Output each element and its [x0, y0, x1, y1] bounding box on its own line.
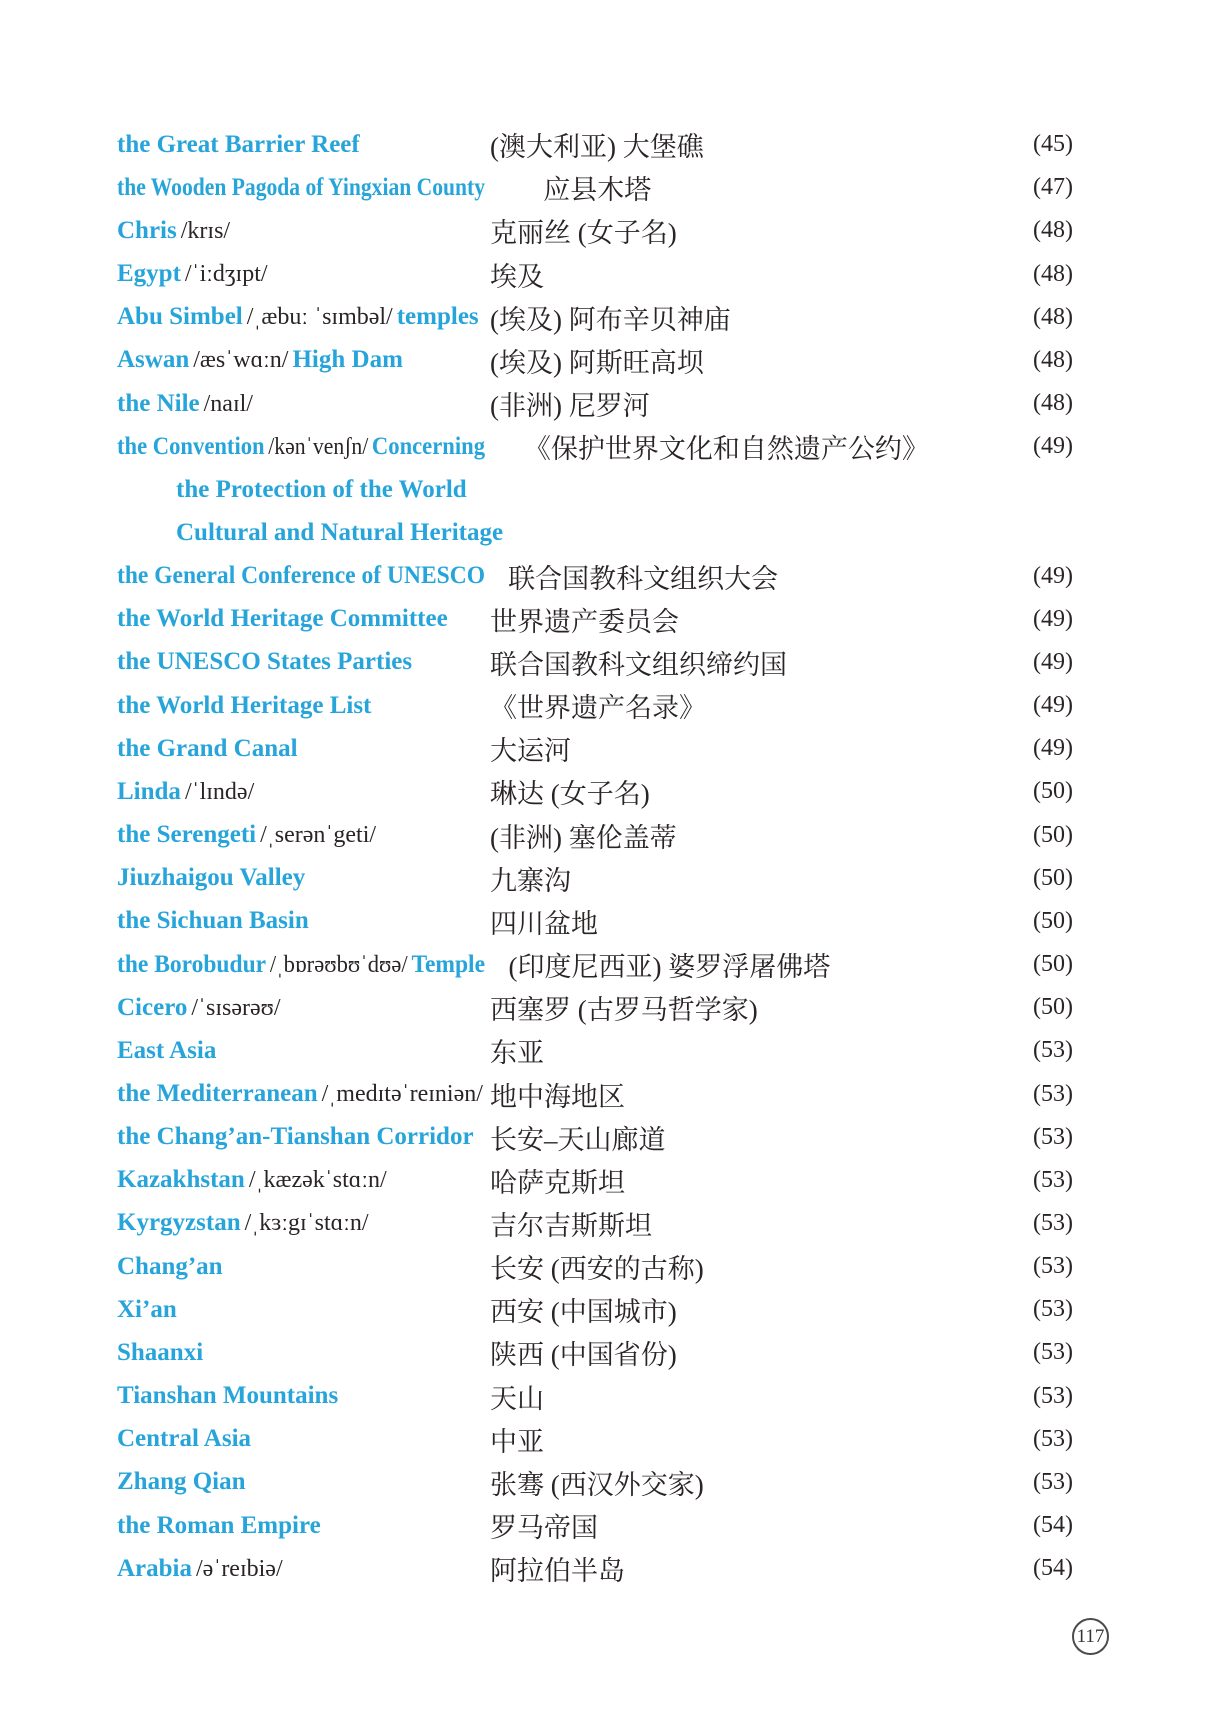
term-text: the World Heritage List [117, 691, 372, 719]
english-term-cell [117, 390, 490, 418]
vocab-row [117, 900, 1073, 943]
chinese-translation: 九寨沟 [490, 865, 571, 896]
english-term-cell [117, 260, 490, 288]
chinese-translation: 陕西 (中国省份) [490, 1340, 677, 1371]
english-term-cell [117, 217, 490, 245]
phonetic-transcription: /əˈreɪbiə/ [196, 1555, 283, 1582]
chinese-translation: 张骞 (西汉外交家) [490, 1469, 704, 1500]
term-text: the Protection of the World [176, 475, 467, 503]
phonetic-transcription: /ˌkɜːgɪˈstɑːn/ [244, 1210, 369, 1237]
page-reference: (53) [1033, 1080, 1073, 1107]
term-text: Kyrgyzstan [117, 1209, 241, 1237]
english-term-cell [117, 864, 490, 892]
term-text: Concerning [371, 432, 485, 460]
vocab-row [117, 123, 1073, 166]
chinese-translation: (澳大利亚) 大堡礁 [490, 132, 704, 163]
english-term-line [117, 692, 371, 720]
vocab-row [117, 1547, 1073, 1590]
page-reference: (54) [1033, 1512, 1073, 1539]
english-term-line [117, 1468, 246, 1496]
english-term-cell [117, 1253, 490, 1281]
vocab-row [117, 814, 1073, 857]
english-term-cell [117, 1512, 490, 1540]
page-reference: (53) [1033, 1166, 1073, 1193]
term-text: the General Conference of UNESCO [117, 562, 485, 590]
term-text: Shaanxi [117, 1338, 204, 1366]
page-reference: (53) [1033, 1123, 1073, 1150]
term-text: East Asia [117, 1036, 217, 1064]
english-term-line [176, 519, 503, 547]
chinese-translation: (埃及) 阿斯旺高坝 [490, 347, 704, 378]
english-term-cell [117, 174, 543, 202]
phonetic-transcription: /ˈiːdʒɪpt/ [184, 261, 268, 288]
chinese-translation: 世界遗产委员会 [490, 606, 679, 637]
term-text: Egypt [117, 260, 181, 288]
english-term-cell [117, 519, 503, 547]
term-text: the World Heritage Committee [117, 605, 448, 633]
term-text: temples [396, 303, 479, 331]
chinese-translation: 罗马帝国 [490, 1513, 598, 1544]
english-term-line [117, 1209, 369, 1237]
chinese-translation: 琳达 (女子名) [490, 779, 650, 810]
english-term-line [117, 1166, 387, 1194]
english-term-cell [117, 1296, 490, 1324]
phonetic-transcription: /ˌmedɪtəˈreɪniən/ [321, 1081, 483, 1108]
page-reference: (48) [1033, 303, 1073, 330]
page-number-badge [1072, 1618, 1109, 1655]
page-reference: (49) [1033, 605, 1073, 632]
term-text: the Borobudur [117, 950, 267, 978]
english-term-line [117, 735, 298, 763]
chinese-translation: 天山 [490, 1383, 544, 1414]
page-reference: (54) [1033, 1555, 1073, 1582]
term-text: Tianshan Mountains [117, 1382, 339, 1410]
english-term-cell [117, 1382, 490, 1410]
page-reference: (53) [1033, 1037, 1073, 1064]
page-reference: (53) [1033, 1382, 1073, 1409]
english-term-line [117, 562, 485, 590]
english-term-cell [117, 1123, 490, 1151]
english-term-cell [117, 778, 490, 806]
vocab-row [117, 1029, 1073, 1072]
term-text: Central Asia [117, 1425, 252, 1453]
page-reference: (50) [1033, 994, 1073, 1021]
phonetic-transcription: /æsˈwɑːn/ [193, 347, 289, 374]
chinese-translation: 四川盆地 [490, 908, 598, 939]
page-reference: (50) [1033, 907, 1073, 934]
english-term-cell [117, 907, 490, 935]
phonetic-transcription: /naɪl/ [203, 390, 253, 417]
page-reference: (50) [1033, 864, 1073, 891]
english-term-cell [117, 1339, 490, 1367]
english-term-cell [117, 433, 524, 461]
chinese-translation: 《保护世界文化和自然遗产公约》 [523, 434, 929, 465]
english-term-cell [117, 821, 490, 849]
page-reference: (49) [1033, 735, 1073, 762]
vocab-row [117, 857, 1073, 900]
term-text: Abu Simbel [117, 303, 243, 331]
vocab-row [117, 252, 1073, 295]
vocab-row [117, 296, 1073, 339]
page-reference: (53) [1033, 1425, 1073, 1452]
english-term-line [117, 433, 485, 461]
vocabulary-list [117, 123, 1073, 1590]
english-term-cell [117, 1080, 490, 1108]
english-term-cell [117, 951, 509, 979]
term-text: Linda [117, 777, 181, 805]
english-term-cell [117, 1425, 490, 1453]
vocab-row [117, 1504, 1073, 1547]
vocab-row [117, 1159, 1073, 1202]
chinese-translation: 大运河 [490, 736, 571, 767]
vocab-row [117, 209, 1073, 252]
page-reference: (49) [1033, 692, 1073, 719]
term-text: Jiuzhaigou Valley [117, 864, 306, 892]
chinese-translation: 哈萨克斯坦 [490, 1167, 625, 1198]
page-reference: (48) [1033, 390, 1073, 417]
english-term-line [117, 1425, 251, 1453]
chinese-translation: 应县木塔 [543, 175, 652, 206]
chinese-translation: 克丽丝 (女子名) [490, 218, 677, 249]
page-reference: (53) [1033, 1296, 1073, 1323]
english-term-cell [117, 303, 490, 331]
english-term-line [117, 1123, 474, 1151]
english-term-cell [117, 605, 490, 633]
vocab-row [117, 1331, 1073, 1374]
chinese-translation: 长安 (西安的古称) [490, 1254, 704, 1285]
chinese-translation: 东亚 [490, 1038, 544, 1069]
english-term-line [117, 1555, 283, 1583]
english-term-cell [117, 1037, 490, 1065]
english-term-line [117, 346, 403, 374]
term-text: the Serengeti [117, 821, 257, 849]
term-text: Xi’an [117, 1295, 177, 1323]
english-term-line [117, 174, 485, 202]
page-reference: (48) [1033, 346, 1073, 373]
vocab-row [117, 770, 1073, 813]
vocab-row [117, 339, 1073, 382]
vocab-row [117, 684, 1073, 727]
term-text: the Sichuan Basin [117, 907, 309, 935]
chinese-translation: (非洲) 塞伦盖蒂 [490, 822, 677, 853]
phonetic-transcription: /kənˈvenʃn/ [268, 433, 369, 460]
term-text: Cicero [117, 993, 188, 1021]
phonetic-transcription: /ˌbɒrəʊbʊˈdʊə/ [269, 951, 408, 978]
term-text: the Convention [117, 432, 265, 460]
vocab-row [117, 1375, 1073, 1418]
chinese-translation: 联合国教科文组织大会 [508, 563, 779, 594]
page-reference: (53) [1033, 1253, 1073, 1280]
vocab-row [117, 555, 1073, 598]
page-reference: (47) [1033, 174, 1073, 201]
english-term-line [117, 778, 254, 806]
page-reference: (45) [1033, 131, 1073, 158]
phonetic-transcription: /ˌkæzəkˈstɑːn/ [248, 1167, 387, 1194]
vocab-row [117, 1418, 1073, 1461]
english-term-line [117, 864, 305, 892]
english-term-cell [117, 1555, 490, 1583]
vocab-row [117, 1202, 1073, 1245]
english-term-line [117, 303, 479, 331]
term-text: the Chang’an-Tianshan Corridor [117, 1123, 474, 1151]
english-term-cell [117, 562, 508, 590]
english-term-line [117, 1382, 338, 1410]
chinese-translation: 西塞罗 (古罗马哲学家) [490, 995, 758, 1026]
english-term-line [117, 1512, 321, 1540]
vocab-row [117, 641, 1073, 684]
page-reference: (53) [1033, 1209, 1073, 1236]
page-reference: (50) [1033, 778, 1073, 805]
phonetic-transcription: /ˈsɪsərəʊ/ [191, 994, 281, 1021]
chinese-translation: 西安 (中国城市) [490, 1297, 677, 1328]
phonetic-transcription: /ˈlɪndə/ [184, 778, 255, 805]
english-term-cell [117, 346, 490, 374]
english-term-cell [117, 648, 490, 676]
vocab-row [117, 1461, 1073, 1504]
english-term-cell [117, 131, 490, 159]
vocab-row [117, 1072, 1073, 1115]
vocab-row [117, 1116, 1073, 1159]
chinese-translation: 长安–天山廊道 [490, 1124, 666, 1155]
english-term-line [176, 476, 467, 504]
english-term-line [117, 131, 360, 159]
term-text: Arabia [117, 1554, 192, 1582]
vocab-row [117, 986, 1073, 1029]
term-text: High Dam [292, 346, 403, 374]
term-text: Chris [117, 216, 177, 244]
english-term-line [117, 390, 253, 418]
chinese-translation: 中亚 [490, 1426, 544, 1457]
page-reference: (50) [1033, 951, 1073, 978]
chinese-translation: 联合国教科文组织缔约国 [490, 649, 787, 680]
page-reference: (49) [1033, 433, 1073, 460]
page-reference: (48) [1033, 260, 1073, 287]
chinese-translation: 《世界遗产名录》 [490, 693, 706, 724]
chinese-translation: 埃及 [490, 261, 544, 292]
term-text: the Great Barrier Reef [117, 130, 360, 158]
english-term-cell [117, 476, 490, 504]
term-text: Kazakhstan [117, 1166, 245, 1194]
vocab-row [117, 727, 1073, 770]
chinese-translation: (埃及) 阿布辛贝神庙 [490, 304, 731, 335]
term-text: the Roman Empire [117, 1511, 321, 1539]
english-term-line [117, 605, 448, 633]
vocab-row [117, 598, 1073, 641]
page-reference: (49) [1033, 648, 1073, 675]
english-term-cell [117, 1166, 490, 1194]
english-term-line [117, 1037, 216, 1065]
vocab-row [117, 166, 1073, 209]
term-text: the Wooden Pagoda of Yingxian County [117, 173, 485, 201]
english-term-line [117, 1253, 223, 1281]
chinese-translation: 地中海地区 [490, 1081, 625, 1112]
english-term-line [117, 907, 309, 935]
term-text: Temple [411, 950, 485, 978]
phonetic-transcription: /ˌæbuː ˈsɪmbəl/ [246, 304, 393, 331]
term-text: the UNESCO States Parties [117, 648, 413, 676]
vocab-row-continuation [117, 468, 1073, 511]
term-text: the Grand Canal [117, 734, 298, 762]
english-term-line [117, 260, 268, 288]
term-text: the Mediterranean [117, 1080, 318, 1108]
english-term-line [117, 648, 412, 676]
vocab-row [117, 382, 1073, 425]
english-term-line [117, 1296, 177, 1324]
term-text: the Nile [117, 389, 200, 417]
english-term-cell [117, 1209, 490, 1237]
english-term-line [117, 217, 230, 245]
page-number-label: 117 [1076, 1625, 1105, 1647]
term-text: Aswan [117, 346, 190, 374]
page-reference: (53) [1033, 1339, 1073, 1366]
phonetic-transcription: /ˌserənˈgeti/ [260, 822, 377, 849]
english-term-cell [117, 735, 490, 763]
english-term-line [117, 821, 376, 849]
chinese-translation: (非洲) 尼罗河 [490, 391, 650, 422]
english-term-line [117, 994, 281, 1022]
page-reference: (50) [1033, 821, 1073, 848]
english-term-line [117, 1339, 203, 1367]
chinese-translation: 吉尔吉斯斯坦 [490, 1210, 652, 1241]
english-term-cell [117, 994, 490, 1022]
vocab-row [117, 1288, 1073, 1331]
term-text: Zhang Qian [117, 1468, 246, 1496]
english-term-cell [117, 692, 490, 720]
english-term-line [117, 951, 485, 979]
phonetic-transcription: /krɪs/ [180, 217, 231, 244]
page-reference: (49) [1033, 562, 1073, 589]
vocab-row [117, 425, 1073, 468]
vocab-row [117, 1245, 1073, 1288]
chinese-translation: (印度尼西亚) 婆罗浮屠佛塔 [508, 952, 831, 983]
chinese-translation: 阿拉伯半岛 [490, 1556, 625, 1587]
vocab-row-continuation [117, 511, 1073, 554]
term-text: Cultural and Natural Heritage [176, 518, 504, 546]
english-term-cell [117, 1468, 490, 1496]
vocab-row [117, 943, 1073, 986]
page-reference: (48) [1033, 217, 1073, 244]
page-reference: (53) [1033, 1468, 1073, 1495]
term-text: Chang’an [117, 1252, 223, 1280]
english-term-line [117, 1080, 483, 1108]
